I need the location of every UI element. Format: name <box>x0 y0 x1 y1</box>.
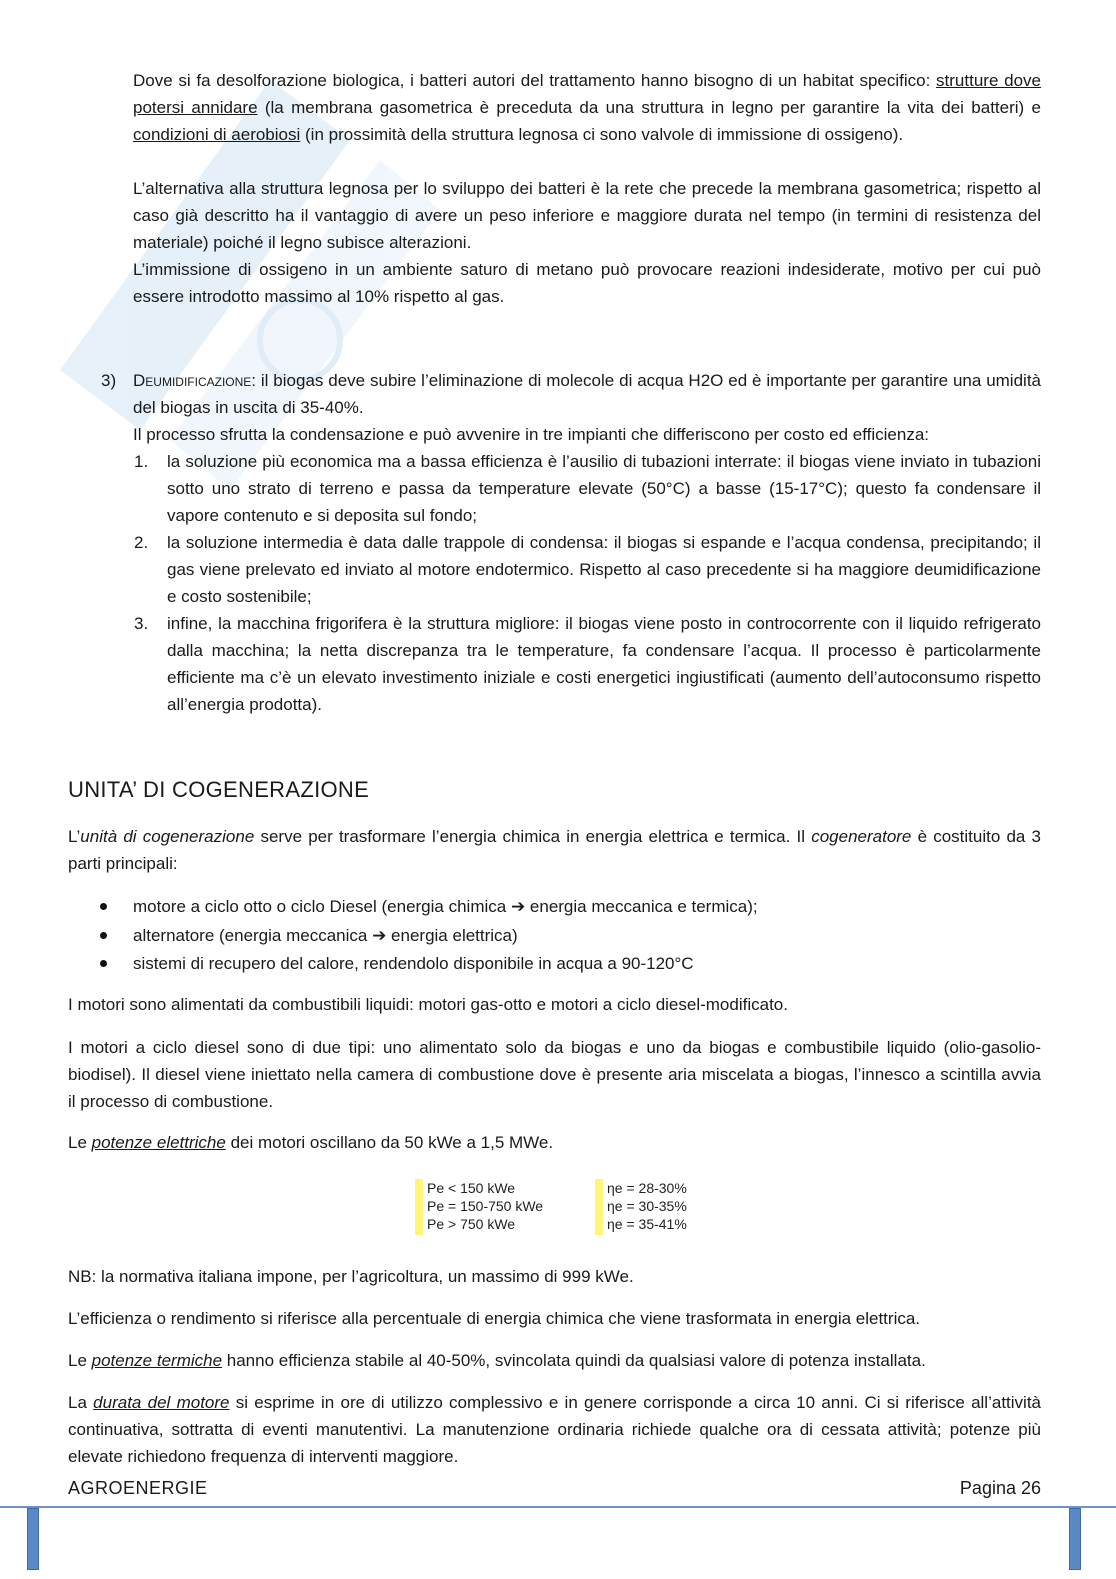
paragraph-durata-motore: La durata del motore si esprime in ore di utilizzo complessivo e in genere corrisponde a circa 10 anni. Ci si riferisce all’attività continuativa, sottratta di eventi manutentivi. La manutenzione ordinaria richiede qualche ora di cessata attività; potenze più elevate richiedono frequenza di interventi maggiore. <box>68 1393 1041 1466</box>
deumidificazione-title: Deumidificazione <box>133 371 252 390</box>
page-number: Pagina 26 <box>959 1478 1041 1498</box>
paragraph-desolforazione: Dove si fa desolforazione biologica, i batteri autori del trattamento hanno bisogno di un habitat specifico: strutture dove potersi annidare (la membrana gasometrica è preceduta da una struttura in legno per garantire la vita dei batteri) e condizioni di aerobiosi (in prossimità della struttura legnosa ci sono valvole di immissione di ossigeno). <box>133 71 1041 144</box>
list-item: infine, la macchina frigorifera è la struttura migliore: il biogas viene posto in controcorrente con il liquido refrigerato dalla macchina; la netta discrepanza tra le temperature, fa condensare l’acqua. Il processo è particolarmente efficiente ma c’è un elevato investimento iniziale e costi energetici ingiustificati (aumento dell’autoconsumo rispetto all’energia prodotta). <box>167 614 1041 714</box>
paragraph-processo: Il processo sfrutta la condensazione e può avvenire in tre impianti che differiscono per costo ed efficienza: <box>133 425 929 444</box>
bullet-icon <box>100 932 107 939</box>
arrow-right-icon: ➔ <box>510 897 526 916</box>
list-item-number: 1. <box>134 452 149 471</box>
paragraph-nb: NB: la normativa italiana impone, per l’agricoltura, un massimo di 999 kWe. <box>68 1267 634 1286</box>
arrow-right-icon: ➔ <box>372 926 387 945</box>
list-item: la soluzione più economica ma a bassa efficienza è l’ausilio di tubazioni interrate: il biogas viene inviato in tubazioni sotto uno strato di terreno e passa da temperature elevate (50°C) a basse (15-17°C); questo fa condensare il vapore contenuto e si deposita sul fondo; <box>167 452 1041 525</box>
table-row: Pe < 150 kWe <box>427 1180 516 1196</box>
paragraph-rete-alternativa: L’alternativa alla struttura legnosa per lo sviluppo dei batteri è la rete che precede la membrana gasometrica; rispetto al caso già descritto ha il vantaggio di avere un peso inferiore e maggiore durata nel tempo (in termini di resistenza del materiale) poiché il legno subisce alterazioni. <box>133 179 1041 252</box>
list-item-number: 2. <box>134 533 149 552</box>
table-row: Pe > 750 kWe <box>427 1216 516 1232</box>
paragraph-efficienza: L’efficienza o rendimento si riferisce alla percentuale di energia chimica che viene trasformata in energia elettrica. <box>68 1309 921 1328</box>
power-efficiency-table <box>415 1176 700 1238</box>
table-cell-efficiency: ηe = 30-35% <box>607 1198 687 1214</box>
paragraph-potenze-termiche: Le potenze termiche hanno efficienza stabile al 40-50%, svincolata quindi da qualsiasi valore di potenza installata. <box>68 1351 926 1370</box>
list-item: la soluzione intermedia è data dalle trappole di condensa: il biogas si espande e l’acqua condensa, precipitando; il gas viene prelevato ed inviato al motore endotermico. Rispetto al caso precedente si ha maggiore deumidificazione e costo sostenibile; <box>167 533 1041 606</box>
bullet-icon <box>100 903 107 910</box>
section-heading-cogenerazione: UNITA’ DI COGENERAZIONE <box>68 777 370 802</box>
footer-divider <box>0 1506 1116 1508</box>
paragraph-motori: I motori sono alimentati da combustibili liquidi: motori gas-otto e motori a ciclo diesel-modificato. <box>68 995 788 1014</box>
table-cell-efficiency: ηe = 28-30% <box>607 1180 687 1196</box>
list-number-3: 3) <box>101 371 117 390</box>
bullet-icon <box>100 960 107 967</box>
paragraph-motori-diesel: I motori a ciclo diesel sono di due tipi: uno alimentato solo da biogas e uno da biogas e combustibile liquido (olio-gasolio-biodisel). Il diesel viene iniettato nella camera di combustione dove è presente aria miscelata a biogas, l’innesco a scintilla avvia il processo di combustione. <box>68 1038 1041 1111</box>
bullet-item: sistemi di recupero del calore, rendendolo disponibile in acqua a 90-120°C <box>133 954 694 973</box>
paragraph-cogenerazione-intro: L’unità di cogenerazione serve per trasformare l’energia chimica in energia elettrica e termica. Il cogeneratore è costituito da 3 parti principali: <box>68 827 1041 873</box>
bullet-item: alternatore (energia meccanica ➔ energia elettrica) <box>133 926 518 945</box>
paragraph-potenze-elettriche: Le potenze elettriche dei motori oscillano da 50 kWe a 1,5 MWe. <box>68 1133 554 1152</box>
paragraph-deumidificazione: Deumidificazione: il biogas deve subire l’eliminazione di molecole di acqua H2O ed è importante per garantire una umidità del biogas in uscita di 35-40%. <box>133 371 1041 417</box>
bullet-item: motore a ciclo otto o ciclo Diesel (energia chimica ➔ energia meccanica e termica); <box>133 897 758 916</box>
table-cell-efficiency: ηe = 35-41% <box>607 1216 687 1232</box>
table-row: Pe = 150-750 kWe <box>427 1198 544 1214</box>
paragraph-immissione-ossigeno: L’immissione di ossigeno in un ambiente saturo di metano può provocare reazioni indesiderate, motivo per cui può essere introdotto massimo al 10% rispetto al gas. <box>133 260 1041 306</box>
footer-bar-right <box>1069 1508 1081 1570</box>
footer-bar-left <box>27 1508 39 1570</box>
list-item-number: 3. <box>134 614 149 633</box>
footer-title: AGROENERGIE <box>68 1478 208 1498</box>
